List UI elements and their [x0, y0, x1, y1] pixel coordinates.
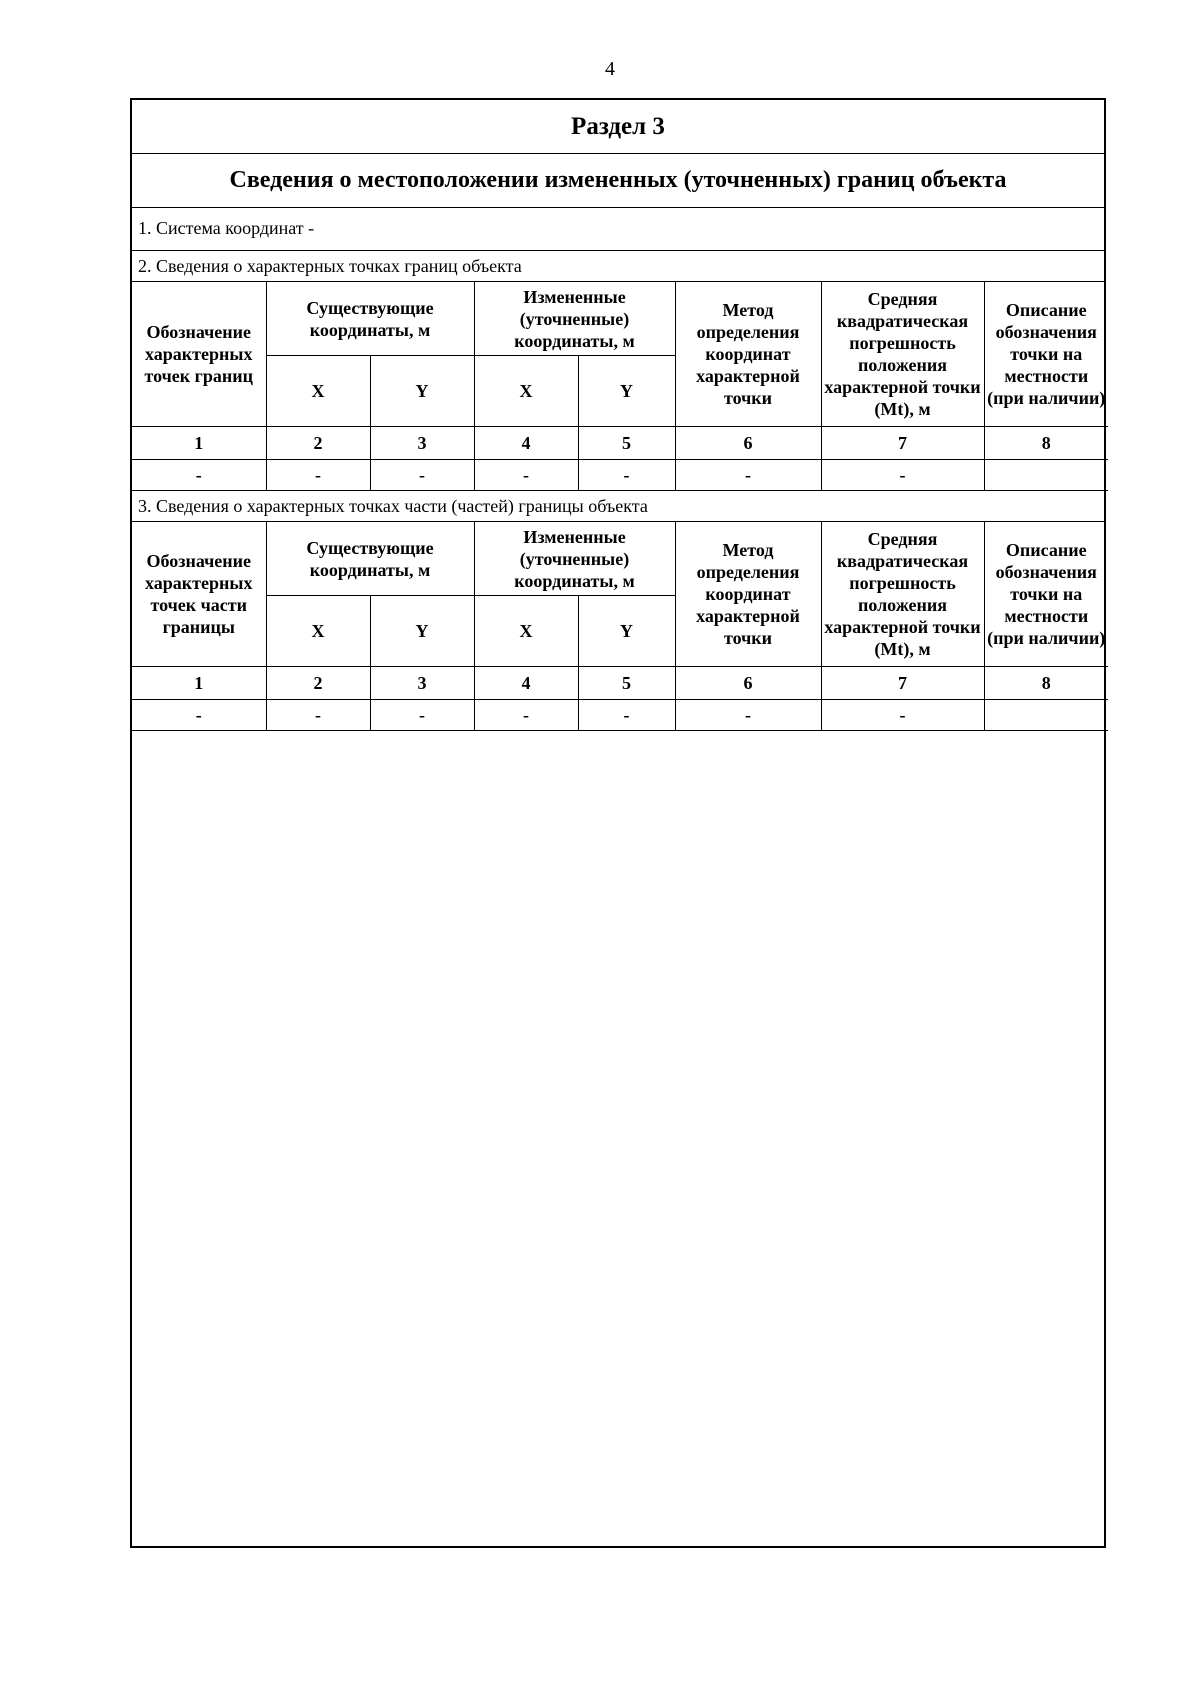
table2-changed-y: Y	[578, 596, 675, 667]
table-cell: -	[132, 700, 266, 731]
table-cell: -	[132, 460, 266, 491]
coordinate-system-line: 1. Система координат -	[132, 208, 1104, 251]
table1-col-designation: Обозначение характерных точек границ	[132, 282, 266, 427]
table2-existing-y: Y	[370, 596, 474, 667]
page-number: 4	[605, 58, 615, 80]
table-cell: 2	[266, 427, 370, 460]
table2-col-method: Метод определения координат характерной точки	[675, 522, 821, 667]
table-cell: -	[578, 700, 675, 731]
table-cell: -	[474, 700, 578, 731]
table-cell: 6	[675, 427, 821, 460]
table2-existing-x: X	[266, 596, 370, 667]
table1-existing-x: X	[266, 356, 370, 427]
table1-number-row	[132, 427, 1108, 460]
document-frame	[130, 98, 1106, 1548]
table-cell: -	[370, 460, 474, 491]
table1-col-existing: Существующие координаты, м	[266, 282, 474, 356]
table-cell: 1	[132, 667, 266, 700]
table2-col-changed: Измененные (уточненные) координаты, м	[474, 522, 675, 596]
table-cell: 8	[984, 427, 1108, 460]
table-cell: 4	[474, 667, 578, 700]
table1-boundary-points	[132, 282, 1108, 491]
table-cell: 5	[578, 427, 675, 460]
table-cell: -	[821, 460, 984, 491]
table-cell: 3	[370, 667, 474, 700]
table-cell: 1	[132, 427, 266, 460]
table-cell: -	[675, 700, 821, 731]
table1-col-changed: Измененные (уточненные) координаты, м	[474, 282, 675, 356]
table2-heading: 3. Сведения о характерных точках части (частей) границы объекта	[132, 491, 1104, 522]
table-cell: 3	[370, 427, 474, 460]
table2-number-row	[132, 667, 1108, 700]
table-cell: 8	[984, 667, 1108, 700]
table2-col-existing: Существующие координаты, м	[266, 522, 474, 596]
table-cell: 7	[821, 427, 984, 460]
table-cell	[984, 700, 1108, 731]
table-cell: -	[370, 700, 474, 731]
table1-heading: 2. Сведения о характерных точках границ объекта	[132, 251, 1104, 282]
table2-col-error: Средняя квадратическая погрешность положения характерной точки (Mt), м	[821, 522, 984, 667]
table2-changed-x: X	[474, 596, 578, 667]
table-cell: 2	[266, 667, 370, 700]
table2-col-description: Описание обозначения точки на местности (при наличии)	[984, 522, 1108, 667]
table-row	[132, 460, 1108, 491]
table1-changed-y: Y	[578, 356, 675, 427]
table1-changed-x: X	[474, 356, 578, 427]
table-cell	[984, 460, 1108, 491]
table-cell: 5	[578, 667, 675, 700]
table1-col-method: Метод определения координат характерной точки	[675, 282, 821, 427]
table1-existing-y: Y	[370, 356, 474, 427]
table-cell: 4	[474, 427, 578, 460]
table2-col-designation: Обозначение характерных точек части границы	[132, 522, 266, 667]
table1-col-description: Описание обозначения точки на местности (при наличии)	[984, 282, 1108, 427]
table-cell: -	[474, 460, 578, 491]
table1-col-error: Средняя квадратическая погрешность положения характерной точки (Mt), м	[821, 282, 984, 427]
table-cell: -	[675, 460, 821, 491]
table-cell: -	[266, 700, 370, 731]
table-cell: -	[578, 460, 675, 491]
table2-boundary-part-points	[132, 522, 1108, 731]
section-subtitle: Сведения о местоположении измененных (уточненных) границ объекта	[132, 154, 1104, 208]
table-cell: -	[821, 700, 984, 731]
table-cell: 7	[821, 667, 984, 700]
table-row	[132, 700, 1108, 731]
table-cell: 6	[675, 667, 821, 700]
section-title: Раздел 3	[132, 100, 1104, 154]
table-cell: -	[266, 460, 370, 491]
